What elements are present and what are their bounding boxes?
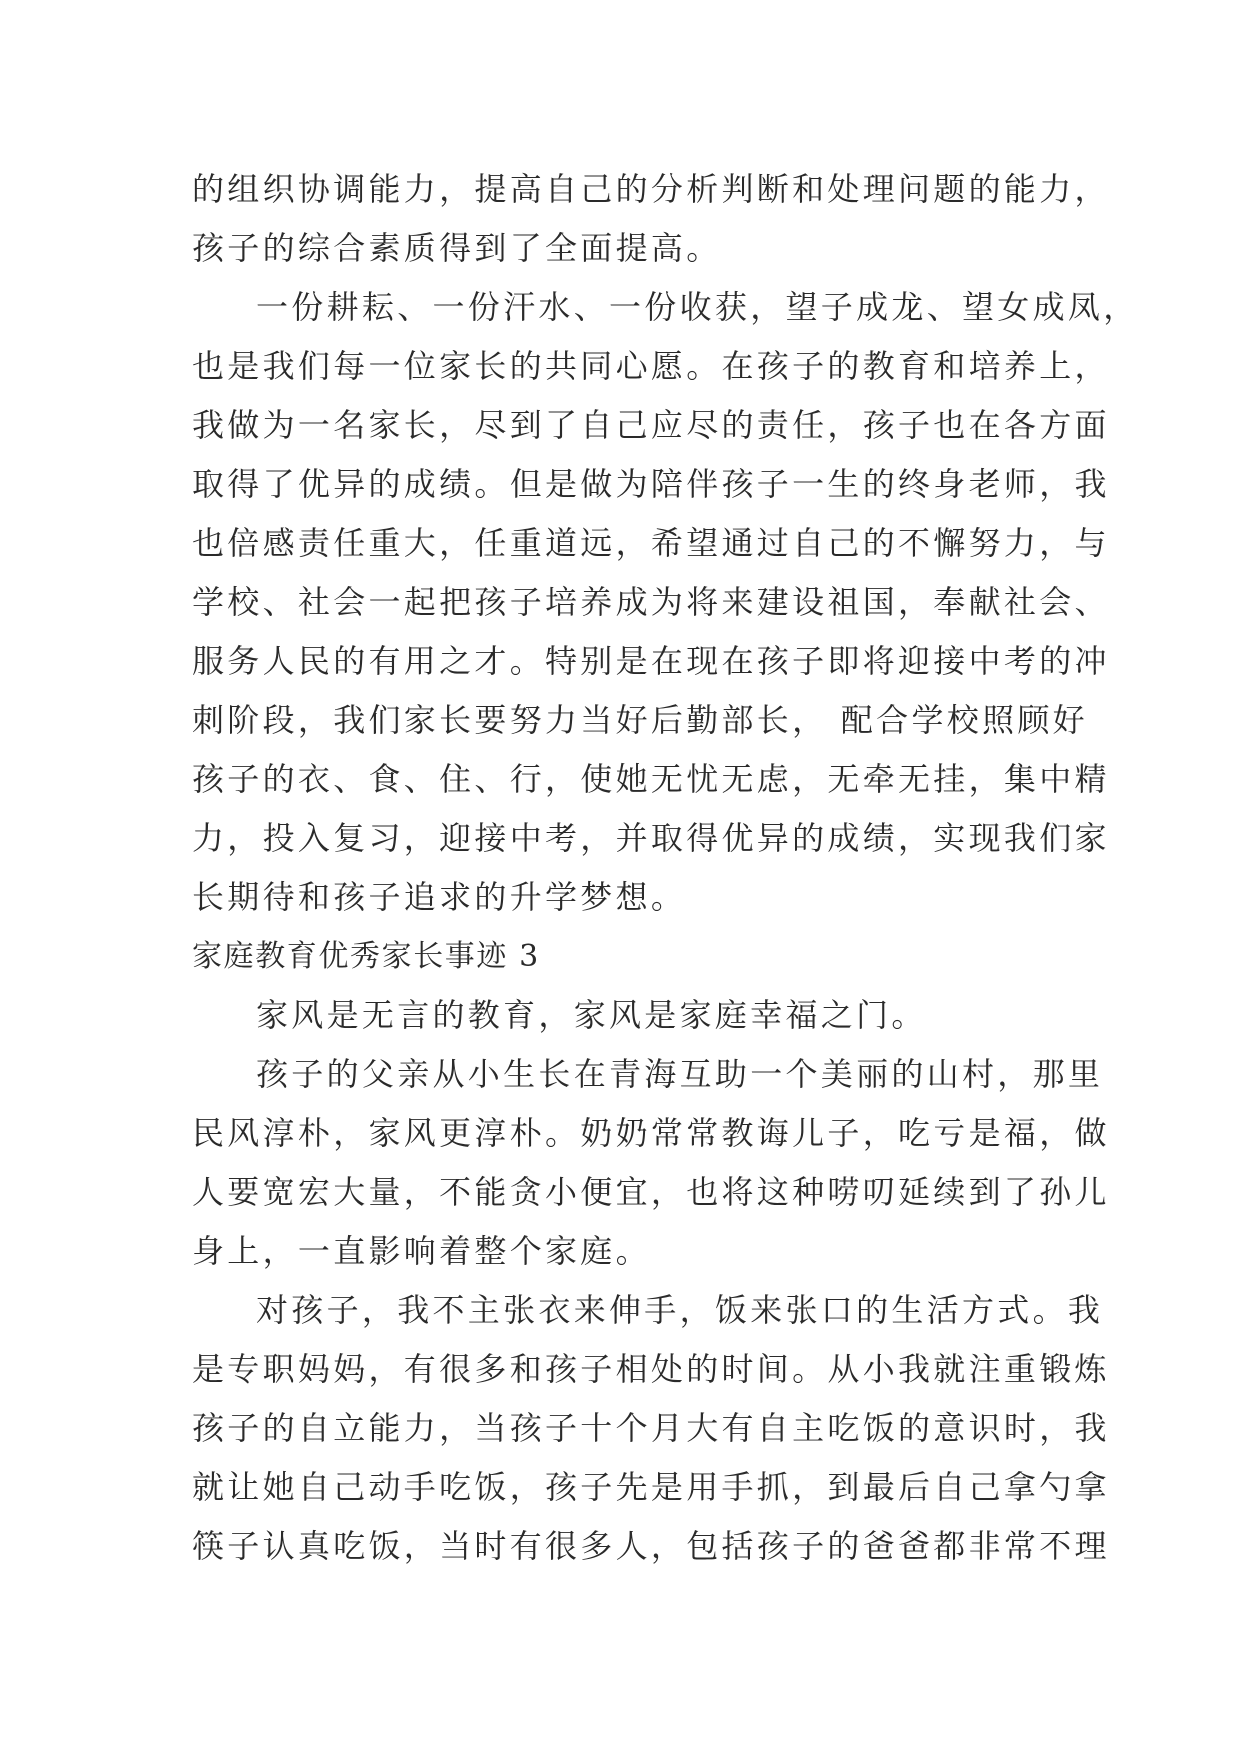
text-line: 我做为一名家长，尽到了自己应尽的责任，孩子也在各方面: [192, 406, 1110, 444]
text-line: 孩子的自立能力，当孩子十个月大有自主吃饭的意识时，我: [192, 1409, 1110, 1447]
text-line: 也是我们每一位家长的共同心愿。在孩子的教育和培养上，: [192, 347, 1110, 385]
text-line: 的组织协调能力，提高自己的分析判断和处理问题的能力，: [192, 170, 1110, 208]
text-line: 就让她自己动手吃饭，孩子先是用手抓，到最后自己拿勺拿: [192, 1468, 1110, 1506]
text-line: 筷子认真吃饭，当时有很多人，包括孩子的爸爸都非常不理: [192, 1527, 1110, 1565]
document-body: [192, 160, 1139, 1576]
text-line: 刺阶段，我们家长要努力当好后勤部长， 配合学校照顾好: [192, 701, 1088, 739]
paragraph-start-line: 对孩子，我不主张衣来伸手，饭来张口的生活方式。我: [256, 1291, 1104, 1329]
section-heading: 家庭教育优秀家长事迹 3: [192, 939, 540, 974]
paragraph-start-line: 孩子的父亲从小生长在青海互助一个美丽的山村，那里: [256, 1055, 1104, 1093]
text-line: 长期待和孩子追求的升学梦想。: [192, 878, 687, 916]
text-line: 学校、社会一起把孩子培养成为将来建设祖国，奉献社会、: [192, 583, 1110, 621]
paragraph-start-line: 家风是无言的教育，家风是家庭幸福之门。: [256, 996, 927, 1034]
text-line: 取得了优异的成绩。但是做为陪伴孩子一生的终身老师，我: [192, 465, 1110, 503]
text-line: 人要宽宏大量，不能贪小便宜，也将这种唠叨延续到了孙儿: [192, 1173, 1110, 1211]
text-line: 服务人民的有用之才。特别是在现在孩子即将迎接中考的冲: [192, 642, 1110, 680]
text-line: 也倍感责任重大，任重道远，希望通过自己的不懈努力，与: [192, 524, 1110, 562]
text-line: 民风淳朴，家风更淳朴。奶奶常常教诲儿子，吃亏是福，做: [192, 1114, 1110, 1152]
text-line: 孩子的衣、食、住、行，使她无忧无虑，无牵无挂，集中精: [192, 760, 1110, 798]
text-line: 身上，一直影响着整个家庭。: [192, 1232, 651, 1270]
text-line: 力，投入复习，迎接中考，并取得优异的成绩，实现我们家: [192, 819, 1110, 857]
text-line: 孩子的综合素质得到了全面提高。: [192, 229, 722, 267]
paragraph-start-line: 一份耕耘、一份汗水、一份收获，望子成龙、望女成凤，: [256, 288, 1139, 326]
text-line: 是专职妈妈，有很多和孩子相处的时间。从小我就注重锻炼: [192, 1350, 1110, 1388]
